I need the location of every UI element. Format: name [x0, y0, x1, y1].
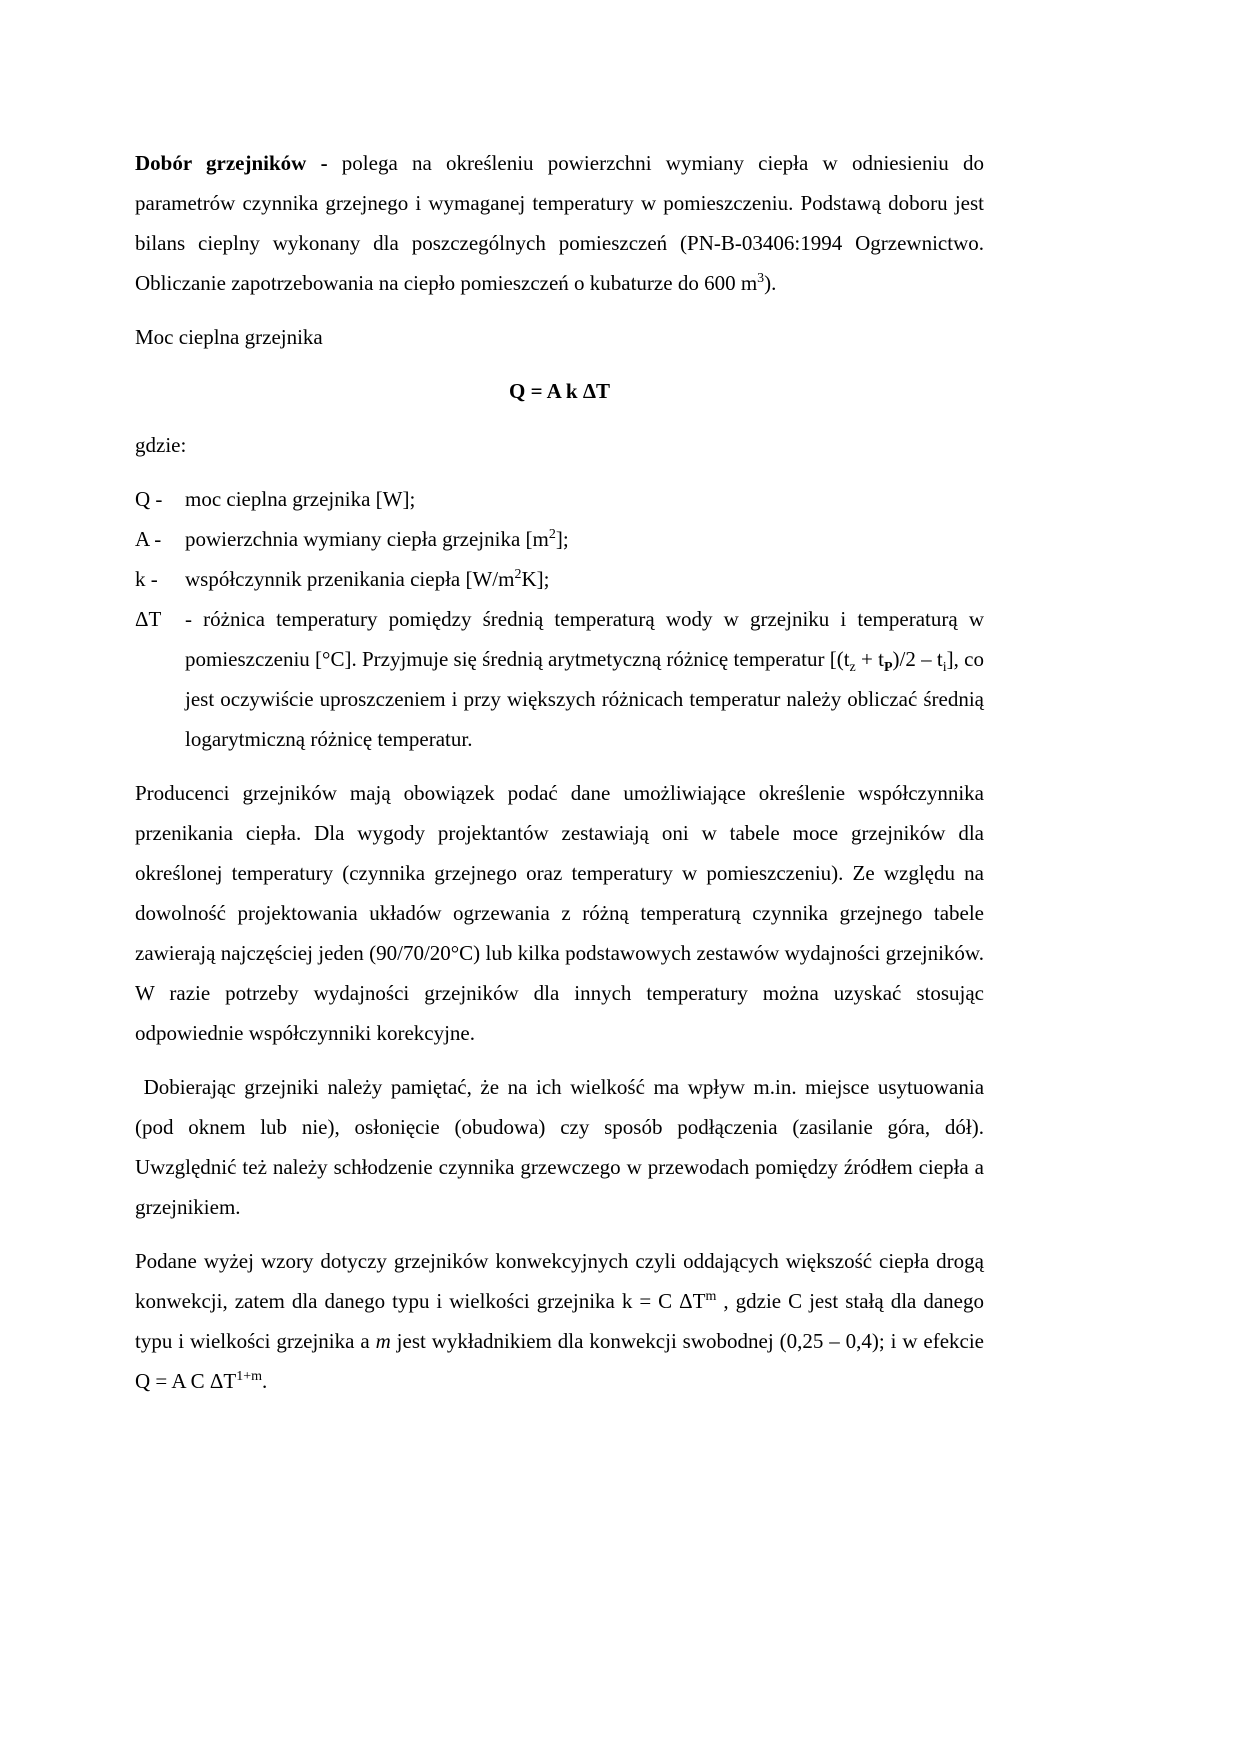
- definition-item-q: [135, 479, 984, 519]
- text-segment: ], co jest oczywiście uproszczeniem i przy większych różnicach temperatur należy obliczać średnią logarytmiczną różnicę temperatur.: [185, 647, 990, 751]
- text-segment: A -: [135, 527, 162, 551]
- text-segment: Moc cieplna grzejnika: [135, 325, 323, 349]
- text-segment: K];: [521, 567, 550, 591]
- paragraph-podane: [135, 1241, 995, 1401]
- definition-text: [185, 599, 990, 759]
- text-segment: 1+m: [236, 1369, 262, 1384]
- definition-item-delta-t: [135, 599, 990, 759]
- text-segment: - różnica temperatury pomiędzy średnią temperaturą wody w grzejniku i temperaturą w pomieszczeniu [°C]. Przyjmuje się średnią arytmetyczną różnicę temperatur [(t: [185, 607, 990, 671]
- text-segment: 2: [514, 567, 522, 582]
- text-segment: 2: [548, 527, 556, 542]
- text-segment: Podane wyżej wzory dotyczy grzejników konwekcyjnych czyli oddających większość ciepła drogą konwekcji, zatem dla danego typu i wielkości grzejnika k = C ΔT: [135, 1249, 990, 1313]
- text-segment: moc cieplna grzejnika [W];: [185, 487, 416, 511]
- text-segment: k -: [135, 567, 158, 591]
- definition-term: [135, 479, 185, 519]
- definition-list: [135, 479, 990, 759]
- text-segment: m: [375, 1329, 391, 1353]
- text-segment: ).: [764, 271, 777, 295]
- text-segment: jest wykładnikiem dla konwekcji swobodnej (0,25 – 0,4); i w efekcie Q = A C ΔT: [135, 1329, 995, 1393]
- text-segment: )/2 – t: [892, 647, 943, 671]
- text-segment: m: [705, 1289, 717, 1304]
- text-segment: współczynnik przenikania ciepła [W/m: [185, 567, 515, 591]
- paragraph-intro: [135, 143, 990, 303]
- text-segment: Dobór grzejników -: [135, 151, 342, 175]
- text-segment: ];: [555, 527, 569, 551]
- text-segment: gdzie:: [135, 433, 187, 457]
- definition-item-a: [135, 519, 984, 559]
- definition-text: [185, 479, 984, 519]
- definition-text: [185, 559, 984, 599]
- label-gdzie: [135, 425, 984, 465]
- text-segment: powierzchnia wymiany ciepła grzejnika [m: [185, 527, 549, 551]
- paragraph-producenci: [135, 773, 990, 1053]
- text-segment: Q -: [135, 487, 163, 511]
- text-segment: i: [942, 660, 947, 676]
- paragraph-dobierajac: [135, 1067, 990, 1227]
- formula-heat-output: [135, 371, 984, 411]
- definition-text: [185, 519, 984, 559]
- text-segment: P: [883, 660, 893, 676]
- text-segment: Dobierając grzejniki należy pamiętać, że na ich wielkość ma wpływ m.in. miejsce usytuowania (pod oknem lub nie), osłonięcie (obudowa) czy sposób podłączenia (zasilanie góra, dół). Uwzględnić też należy schłodzenie czynnika grzewczego w przewodach pomiędzy źródłem ciepła a grzejnikiem.: [135, 1075, 990, 1219]
- text-segment: 3: [757, 271, 765, 286]
- definition-term: [135, 559, 185, 599]
- definition-term: [135, 519, 185, 559]
- text-segment: Q = A k ΔT: [508, 379, 610, 403]
- text-segment: , gdzie C jest stałą dla danego typu i wielkości grzejnika a: [135, 1289, 990, 1353]
- text-segment: polega na określeniu powierzchni wymiany ciepła w odniesieniu do parametrów czynnika grzejnego i wymaganej temperatury w pomieszczeniu. Podstawą doboru jest bilans cieplny wykonany dla poszczególnych pomieszczeń (PN-B-03406:1994 Ogrzewnictwo. Obliczanie zapotrzebowania na ciepło pomieszczeń o kubaturze do 600 m: [135, 151, 990, 295]
- text-segment: z: [849, 660, 856, 676]
- text-segment: + t: [855, 647, 884, 671]
- text-segment: .: [262, 1369, 268, 1393]
- text-segment: ΔT: [135, 607, 162, 631]
- definition-term: [135, 599, 185, 639]
- definition-item-k: [135, 559, 984, 599]
- text-segment: Producenci grzejników mają obowiązek podać dane umożliwiające określenie współczynnika przenikania ciepła. Dla wygody projektantów zestawiają oni w tabele moce grzejników dla określonej temperatury (czynnika grzejnego oraz temperatury w pomieszczeniu). Ze względu na dowolność projektowania układów ogrzewania z różną temperaturą czynnika grzejnego tabele zawierają najczęściej jeden (90/70/20°C) lub kilka podstawowych zestawów wydajności grzejników. W razie potrzeby wydajności grzejników dla innych temperatury można uzyskać stosując odpowiednie współczynniki korekcyjne.: [135, 781, 990, 1045]
- heading-moc-cieplna: [135, 317, 984, 357]
